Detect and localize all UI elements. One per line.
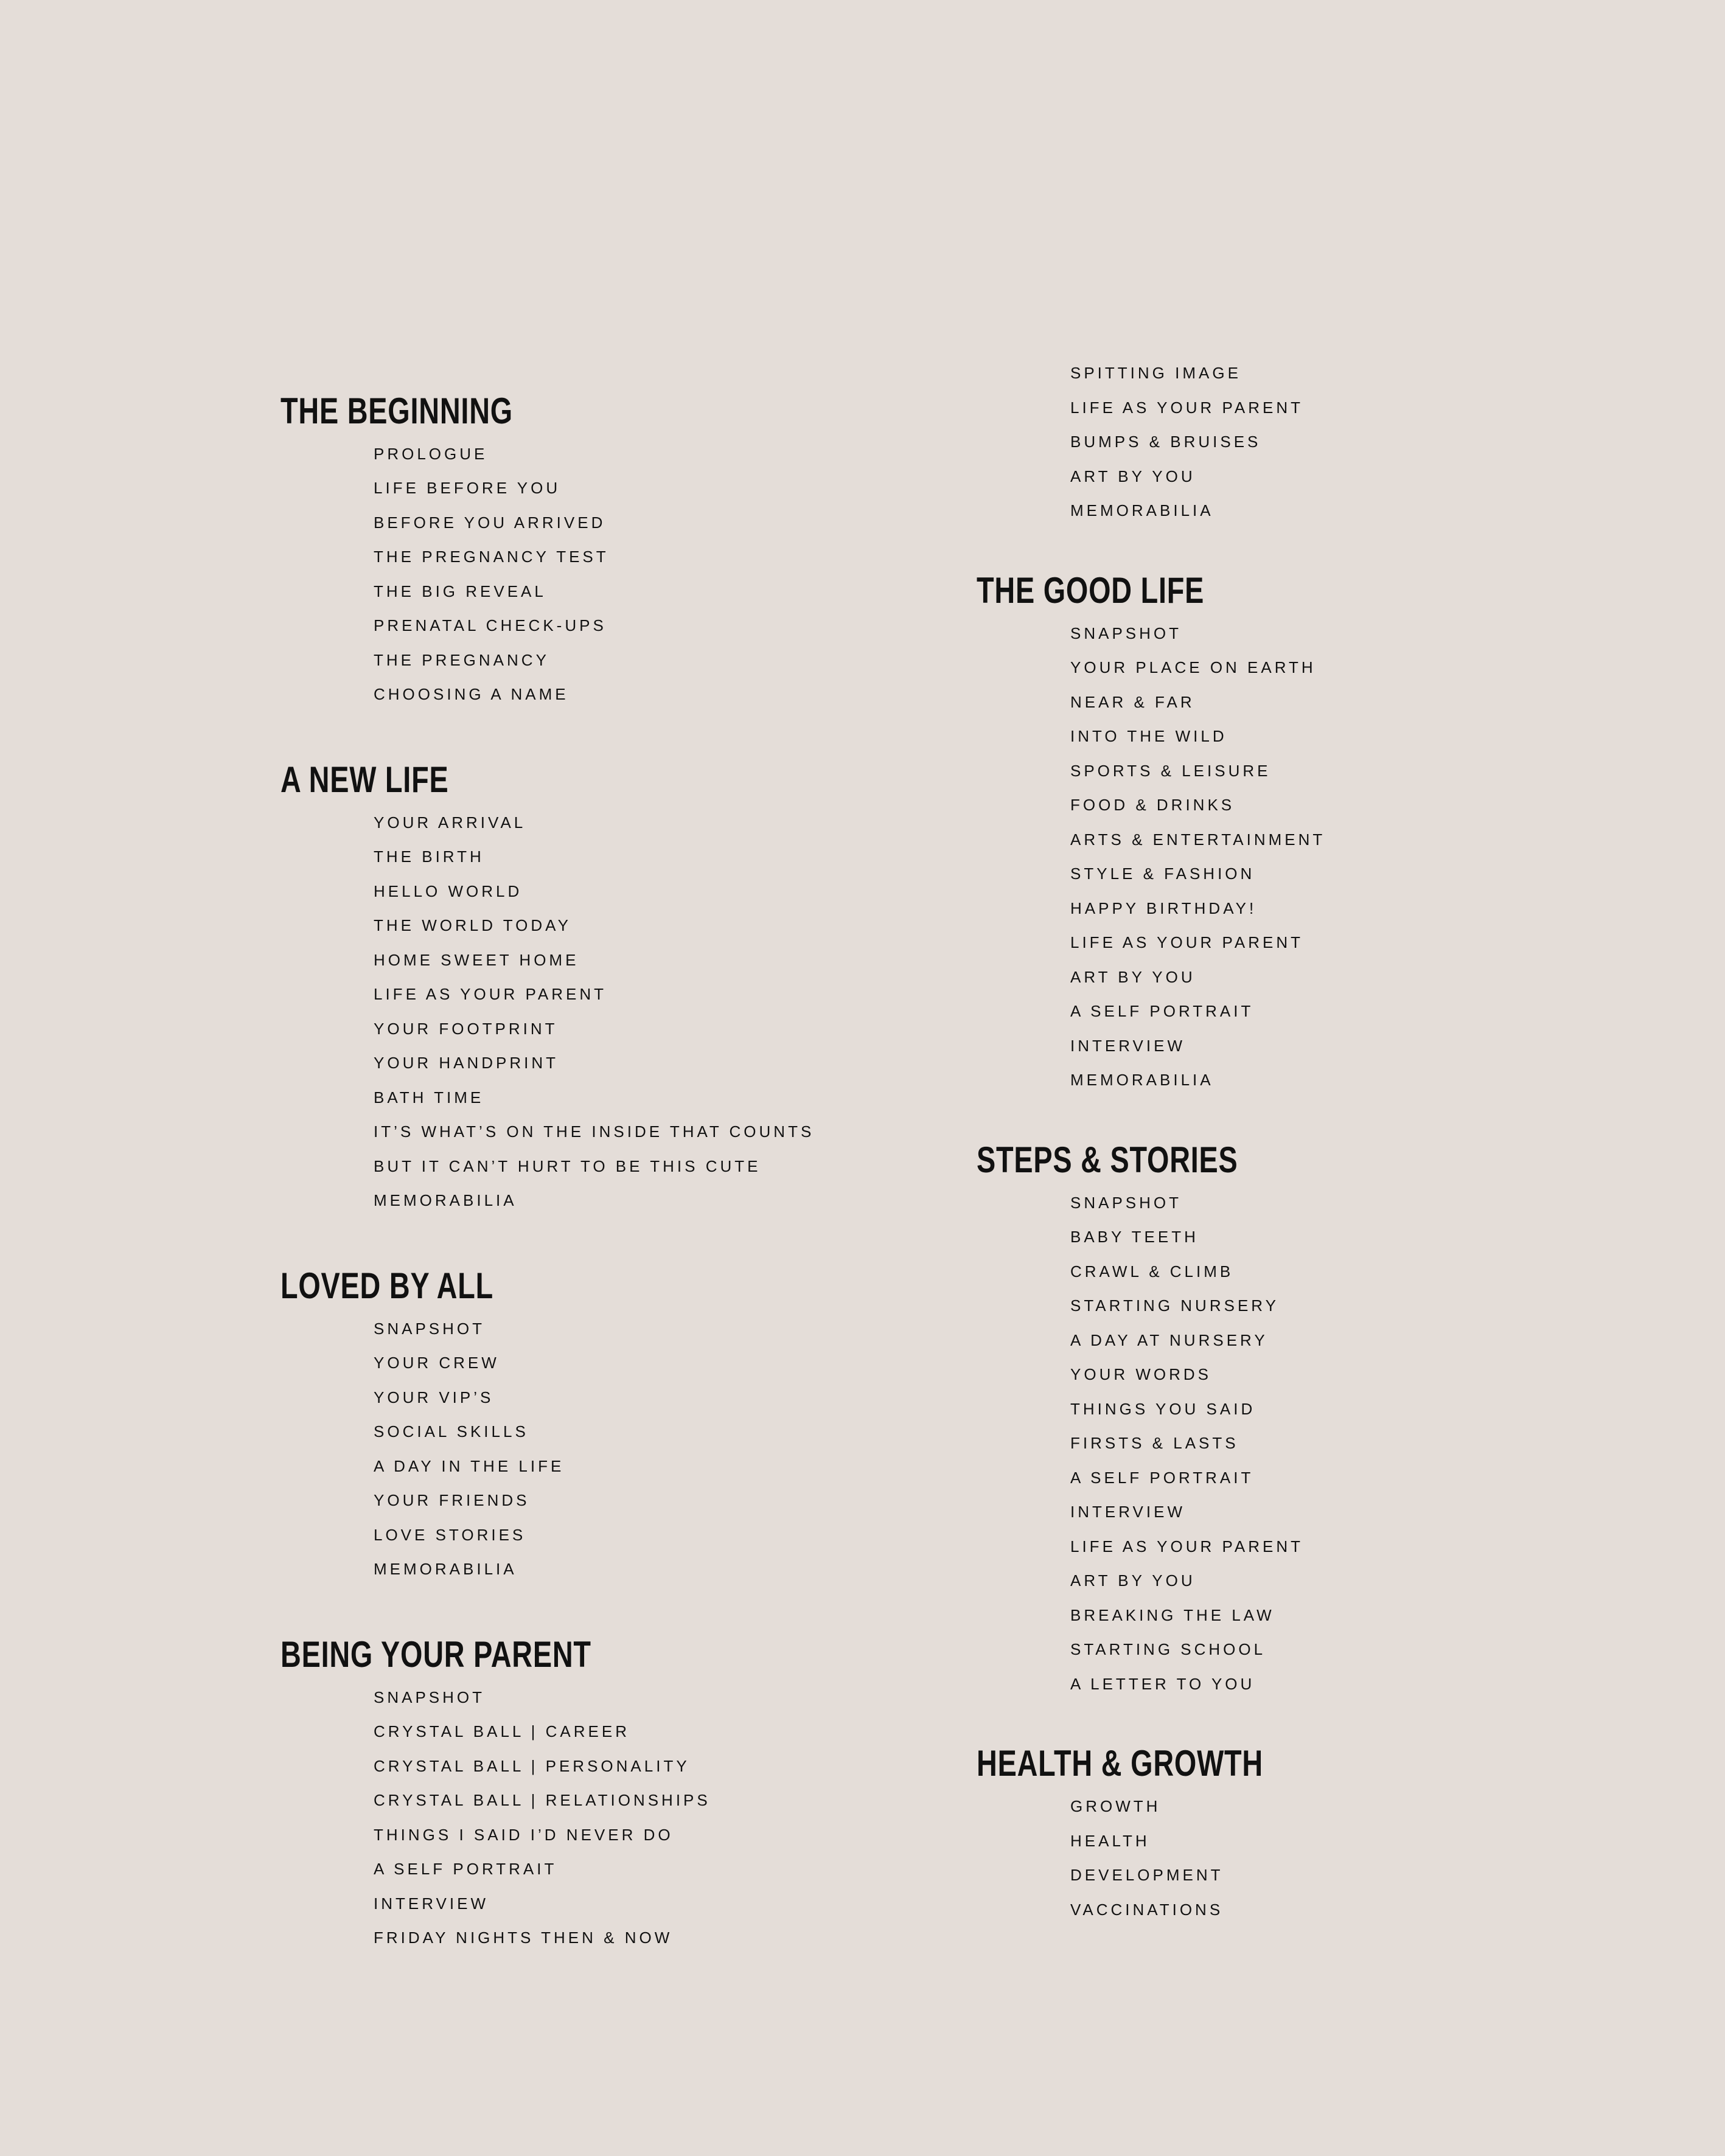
contents-entry: STYLE & FASHION (1070, 864, 1255, 883)
contents-entry: SPITTING IMAGE (1070, 364, 1241, 382)
contents-entry: YOUR HANDPRINT (374, 1054, 559, 1073)
contents-entry: CHOOSING A NAME (374, 685, 569, 704)
contents-entry: INTO THE WILD (1070, 727, 1227, 745)
contents-entry: YOUR CREW (374, 1354, 500, 1372)
contents-entry: BUT IT CAN’T HURT TO BE THIS CUTE (374, 1156, 761, 1175)
contents-entry: INTERVIEW (1070, 1036, 1185, 1055)
contents-entry: MEMORABILIA (1070, 501, 1214, 520)
contents-entry: NEAR & FAR (1070, 692, 1195, 711)
contents-entry: FIRSTS & LASTS (1070, 1434, 1239, 1452)
contents-entry: PRENATAL CHECK-UPS (374, 616, 607, 635)
contents-entry: DEVELOPMENT (1070, 1866, 1224, 1884)
contents-entry: A LETTER TO YOU (1070, 1674, 1255, 1693)
contents-section-continued (977, 356, 1344, 528)
contents-entry: THE PREGNANCY (374, 650, 549, 669)
contents-entry: INTERVIEW (374, 1894, 489, 1913)
contents-section-being-your-parent (281, 1633, 814, 1955)
contents-entry: YOUR FOOTPRINT (374, 1019, 558, 1038)
contents-entry: A DAY AT NURSERY (1070, 1330, 1268, 1349)
contents-section-loved-by-all (281, 1265, 814, 1587)
contents-section-health-growth (977, 1742, 1344, 1927)
contents-entry: THINGS YOU SAID (1070, 1399, 1256, 1418)
contents-entry: YOUR VIP’S (374, 1388, 494, 1407)
contents-entry: ART BY YOU (1070, 1571, 1196, 1590)
contents-entry: SOCIAL SKILLS (374, 1422, 529, 1441)
contents-entry: STARTING NURSERY (1070, 1296, 1279, 1315)
contents-entry: HAPPY BIRTHDAY! (1070, 899, 1257, 917)
contents-section-steps-stories (977, 1139, 1344, 1702)
contents-entry: GROWTH (1070, 1797, 1161, 1815)
contents-entry: A DAY IN THE LIFE (374, 1456, 565, 1475)
contents-entry: MEMORABILIA (1070, 1071, 1214, 1089)
contents-entry: BATH TIME (374, 1088, 484, 1107)
contents-section-the-good-life (977, 569, 1344, 1097)
section-entries (281, 1312, 814, 1587)
contents-entry: SNAPSHOT (1070, 1193, 1182, 1212)
contents-entry: THE BIRTH (374, 847, 484, 866)
contents-entry: BREAKING THE LAW (1070, 1605, 1275, 1624)
contents-entry: SPORTS & LEISURE (1070, 761, 1271, 780)
contents-entry: LIFE AS YOUR PARENT (1070, 398, 1304, 417)
contents-entry: HOME SWEET HOME (374, 950, 579, 969)
section-entries (977, 356, 1344, 528)
contents-entry: MEMORABILIA (374, 1191, 517, 1210)
section-heading: THE BEGINNING (281, 390, 513, 431)
contents-entry: BEFORE YOU ARRIVED (374, 513, 606, 532)
contents-entry: SNAPSHOT (1070, 624, 1182, 642)
contents-section-a-new-life (281, 759, 814, 1218)
section-heading: A NEW LIFE (281, 759, 449, 800)
contents-entry: THINGS I SAID I’D NEVER DO (374, 1825, 674, 1844)
contents-entry: LIFE AS YOUR PARENT (374, 985, 607, 1004)
contents-entry: ARTS & ENTERTAINMENT (1070, 830, 1326, 849)
contents-entry: A SELF PORTRAIT (1070, 1468, 1254, 1487)
section-entries (977, 616, 1344, 1097)
section-entries (281, 805, 814, 1218)
contents-entry: MEMORABILIA (374, 1560, 517, 1579)
contents-entry: VACCINATIONS (1070, 1900, 1224, 1919)
contents-entry: CRYSTAL BALL | PERSONALITY (374, 1756, 690, 1775)
section-entries (977, 1186, 1344, 1702)
contents-entry: HELLO WORLD (374, 882, 523, 900)
section-heading: LOVED BY ALL (281, 1265, 493, 1306)
section-entries (281, 1680, 814, 1955)
section-entries (977, 1789, 1344, 1927)
contents-entry: SNAPSHOT (374, 1688, 486, 1706)
contents-entry: SNAPSHOT (374, 1319, 486, 1338)
contents-entry: STARTING SCHOOL (1070, 1640, 1266, 1658)
section-entries (281, 437, 814, 712)
contents-entry: YOUR PLACE ON EARTH (1070, 658, 1316, 676)
contents-entry: LIFE BEFORE YOU (374, 479, 561, 498)
contents-entry: THE PREGNANCY TEST (374, 548, 609, 566)
section-heading: THE GOOD LIFE (977, 569, 1205, 611)
contents-entry: CRYSTAL BALL | RELATIONSHIPS (374, 1791, 711, 1810)
contents-right-column (977, 356, 1344, 1927)
contents-entry: CRAWL & CLIMB (1070, 1262, 1234, 1281)
section-heading: HEALTH & GROWTH (977, 1743, 1263, 1784)
contents-entry: HEALTH (1070, 1831, 1150, 1850)
contents-entry: CRYSTAL BALL | CAREER (374, 1722, 630, 1741)
contents-entry: INTERVIEW (1070, 1503, 1185, 1521)
contents-entry: ART BY YOU (1070, 467, 1196, 485)
contents-entry: YOUR WORDS (1070, 1365, 1211, 1383)
contents-entry: BABY TEETH (1070, 1228, 1199, 1246)
contents-entry: PROLOGUE (374, 444, 488, 463)
contents-left-column (281, 360, 814, 1955)
contents-entry: A SELF PORTRAIT (374, 1860, 557, 1879)
contents-entry: BUMPS & BRUISES (1070, 433, 1261, 451)
contents-entry: LOVE STORIES (374, 1525, 526, 1544)
contents-entry: ART BY YOU (1070, 967, 1196, 986)
contents-entry: FOOD & DRINKS (1070, 796, 1235, 814)
contents-entry: FRIDAY NIGHTS THEN & NOW (374, 1928, 673, 1947)
contents-section-the-beginning (281, 390, 814, 712)
contents-entry: A SELF PORTRAIT (1070, 1002, 1254, 1020)
section-heading: BEING YOUR PARENT (281, 1633, 591, 1675)
contents-entry: THE WORLD TODAY (374, 916, 571, 935)
contents-entry: LIFE AS YOUR PARENT (1070, 1537, 1304, 1556)
contents-entry: LIFE AS YOUR PARENT (1070, 933, 1304, 951)
contents-entry: IT’S WHAT’S ON THE INSIDE THAT COUNTS (374, 1122, 815, 1141)
contents-entry: THE BIG REVEAL (374, 582, 546, 600)
contents-entry: YOUR ARRIVAL (374, 813, 526, 832)
section-heading: STEPS & STORIES (977, 1139, 1238, 1180)
contents-entry: YOUR FRIENDS (374, 1491, 530, 1510)
